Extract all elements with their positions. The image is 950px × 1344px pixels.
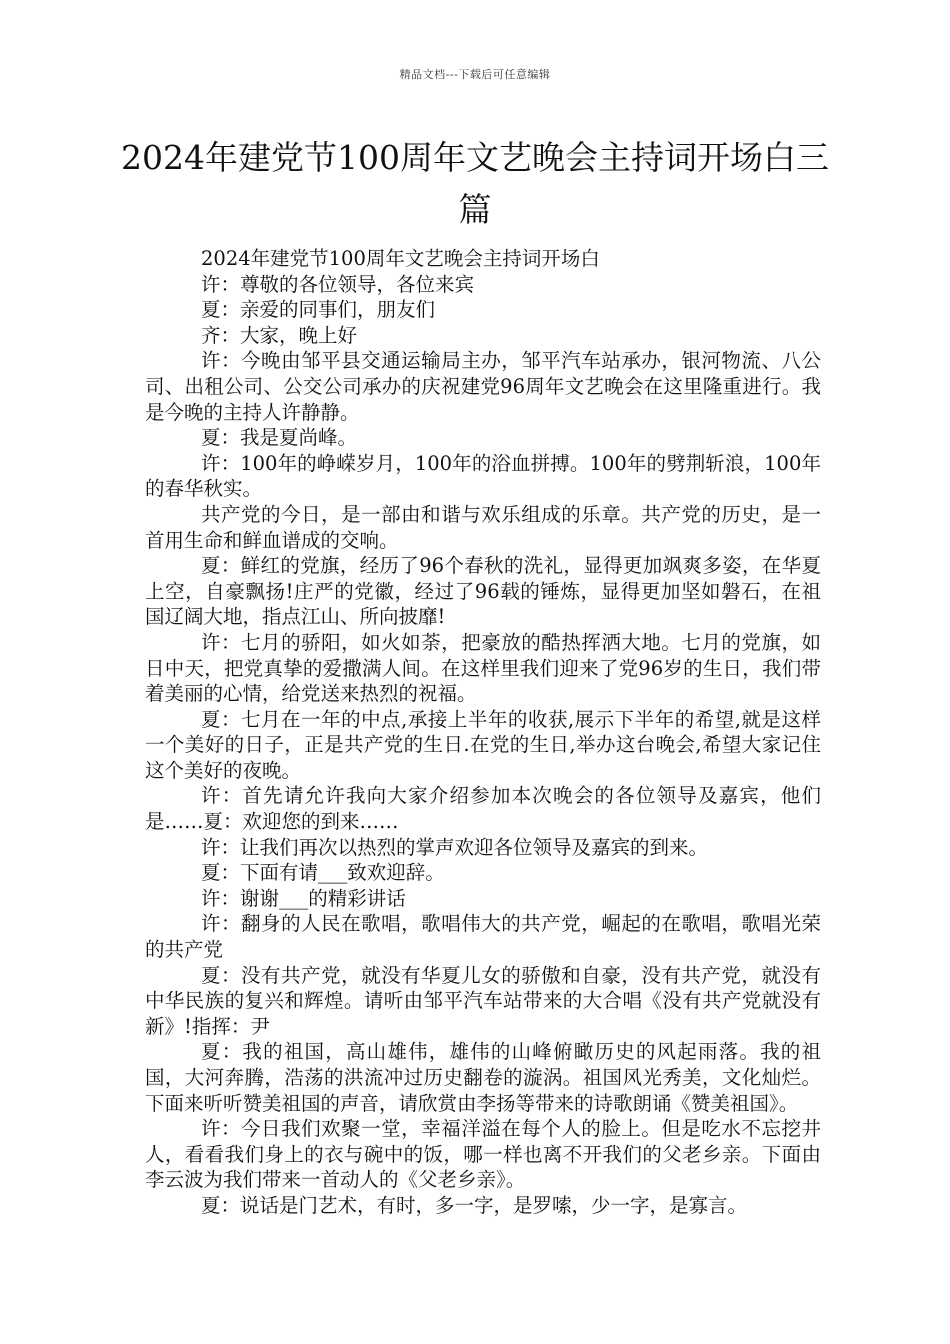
paragraph: 夏：我是夏尚峰。	[201, 426, 358, 450]
paragraph: 许：尊敬的各位领导，各位来宾	[201, 272, 475, 296]
paragraph: 许：100年的峥嵘岁月，100年的浴血拼搏。100年的劈荆斩浪，100年的春华秋实。	[145, 451, 821, 501]
page-header-note: 精品文档---下载后可任意编辑	[399, 68, 551, 81]
paragraph: 许：七月的骄阳，如火如荼，把豪放的酷热挥洒大地。七月的党旗，如日中天，把党真挚的爱撒满人间。在这样里我们迎来了党96岁的生日，我们带着美丽的心情，给党送来热烈的祝福。	[145, 630, 821, 706]
paragraph: 夏：七月在一年的中点,承接上半年的收获,展示下半年的希望,就是这样一个美好的日子，正是共产党的生日.在党的生日,举办这台晚会,希望大家记住这个美好的夜晚。	[145, 707, 821, 782]
paragraph: 许：让我们再次以热烈的掌声欢迎各位领导及嘉宾的到来。	[201, 835, 709, 859]
paragraph: 许：首先请允许我向大家介绍参加本次晚会的各位领导及嘉宾，他们是……夏：欢迎您的到来……	[145, 784, 821, 834]
document-title: 2024年建党节100周年文艺晚会主持词开场白三篇	[121, 138, 829, 229]
paragraph: 齐：大家，晚上好	[201, 323, 358, 347]
paragraph: 2024年建党节100周年文艺晚会主持词开场白	[201, 247, 600, 270]
paragraph: 夏：鲜红的党旗，经历了96个春秋的洗礼，显得更加飒爽多姿，在华夏上空，自豪飘扬!庄严的党徽，经过了96载的锤炼，显得更加坚如磐石，在祖国辽阔大地，指点江山、所向披靡!	[145, 554, 821, 629]
paragraph: 夏：下面有请___致欢迎辞。	[201, 861, 445, 885]
paragraph: 夏：说话是门艺术，有时，多一字，是罗嗦，少一字，是寡言。	[201, 1193, 748, 1217]
document-body	[145, 246, 821, 1219]
paragraph: 共产党的今日，是一部由和谐与欢乐组成的乐章。共产党的历史，是一首用生命和鲜血谱成的交响。	[145, 502, 821, 552]
paragraph: 许：谢谢___的精彩讲话	[201, 886, 406, 910]
paragraph: 夏：我的祖国，高山雄伟，雄伟的山峰俯瞰历史的风起雨落。我的祖国，大河奔腾，浩荡的洪流冲过历史翻卷的漩涡。祖国风光秀美，文化灿烂。下面来听听赞美祖国的声音，请欣赏由李扬等带来的诗歌朗诵《赞美祖国》。	[145, 1040, 821, 1115]
paragraph: 许：翻身的人民在歌唱，歌唱伟大的共产党，崛起的在歌唱，歌唱光荣的共产党	[145, 912, 821, 962]
paragraph: 许：今日我们欢聚一堂，幸福洋溢在每个人的脸上。但是吃水不忘挖井人，看看我们身上的衣与碗中的饭，哪一样也离不开我们的父老乡亲。下面由李云波为我们带来一首动人的《父老乡亲》。	[145, 1117, 821, 1192]
paragraph: 夏：没有共产党，就没有华夏儿女的骄傲和自豪，没有共产党，就没有中华民族的复兴和辉煌。请听由邹平汽车站带来的大合唱《没有共产党就没有新》!指挥：尹	[145, 963, 821, 1038]
paragraph: 许：今晚由邹平县交通运输局主办，邹平汽车站承办，银河物流、八公司、出租公司、公交公司承办的庆祝建党96周年文艺晚会在这里隆重进行。我是今晚的主持人许静静。	[145, 349, 821, 424]
paragraph: 夏：亲爱的同事们，朋友们	[201, 298, 436, 322]
